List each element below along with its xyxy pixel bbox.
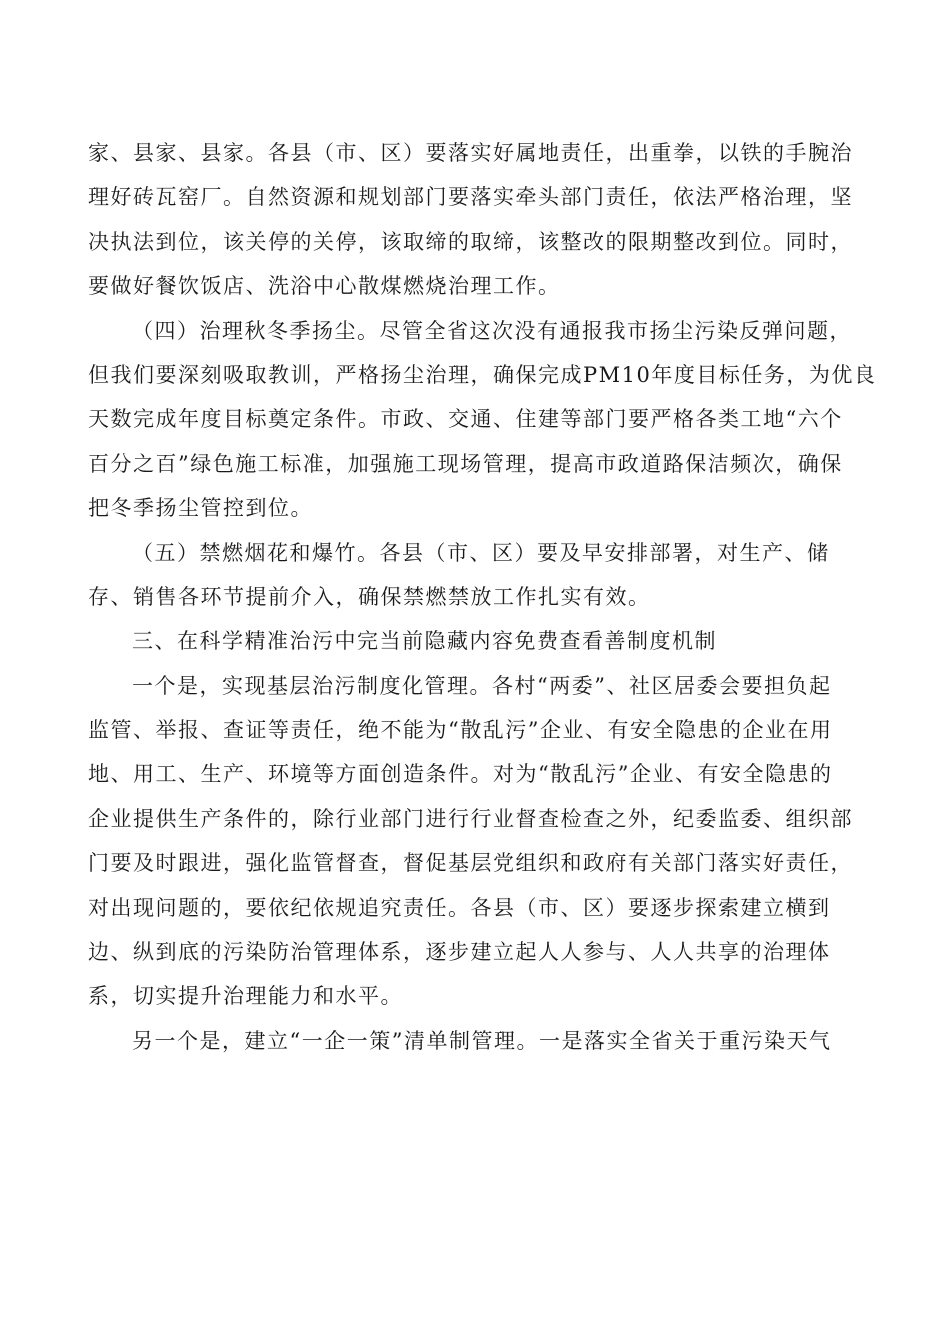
paragraph-start-line: （四）治理秋冬季扬尘。尽管全省这次没有通报我市扬尘污染反弹问题， — [132, 318, 852, 343]
text-line: 百分之百”绿色施工标准，加强施工现场管理，提高市政道路保洁频次，确保 — [88, 451, 843, 476]
text-line: 家、县家、县家。各县（市、区）要落实好属地责任，出重拳，以铁的手腕治 — [88, 141, 853, 165]
text-line: 对出现问题的，要依纪依规追究责任。各县（市、区）要逐步探索建立横到 — [88, 895, 831, 920]
text-line: 门要及时跟进，强化监管督查，督促基层党组织和政府有关部门落实好责任， — [88, 851, 853, 876]
text-line: 边、纵到底的污染防治管理体系，逐步建立起人人参与、人人共享的治理体 — [88, 940, 831, 965]
paragraph-start-line: 另一个是，建立“一企一策”清单制管理。一是落实全省关于重污染天气 — [132, 1028, 832, 1053]
text-line: 决执法到位，该关停的关停，该取缔的取缔，该整改的限期整改到位。同时， — [88, 229, 853, 254]
section-heading: 三、在科学精准治污中完当前隐藏内容免费查看善制度机制 — [132, 629, 717, 654]
text-line: 但我们要深刻吸取教训，严格扬尘治理，确保完成PM10年度目标任务，为优良 — [88, 362, 877, 387]
text-line: 要做好餐饮饭店、洗浴中心散煤燃烧治理工作。 — [88, 274, 561, 299]
text-line: 监管、举报、查证等责任，绝不能为“散乱污”企业、有安全隐患的企业在用 — [88, 718, 833, 743]
paragraph-start-line: 一个是，实现基层治污制度化管理。各村“两委”、社区居委会要担负起 — [132, 673, 832, 698]
text-line: 把冬季扬尘管控到位。 — [88, 496, 313, 521]
text-line: 地、用工、生产、环境等方面创造条件。对为“散乱污”企业、有安全隐患的 — [88, 762, 833, 787]
text-line: 存、销售各环节提前介入，确保禁燃禁放工作扎实有效。 — [88, 584, 651, 609]
text-line: 天数完成年度目标奠定条件。市政、交通、住建等部门要严格各类工地“六个 — [88, 407, 843, 432]
text-line: 系，切实提升治理能力和水平。 — [88, 984, 403, 1009]
text-line: 企业提供生产条件的，除行业部门进行行业督查检查之外，纪委监委、组织部 — [88, 806, 853, 831]
paragraph-start-line: （五）禁燃烟花和爆竹。各县（市、区）要及早安排部署，对生产、储 — [132, 540, 830, 565]
text-line: 理好砖瓦窑厂。自然资源和规划部门要落实牵头部门责任，依法严格治理，坚 — [88, 185, 853, 210]
document-body — [88, 131, 877, 1063]
